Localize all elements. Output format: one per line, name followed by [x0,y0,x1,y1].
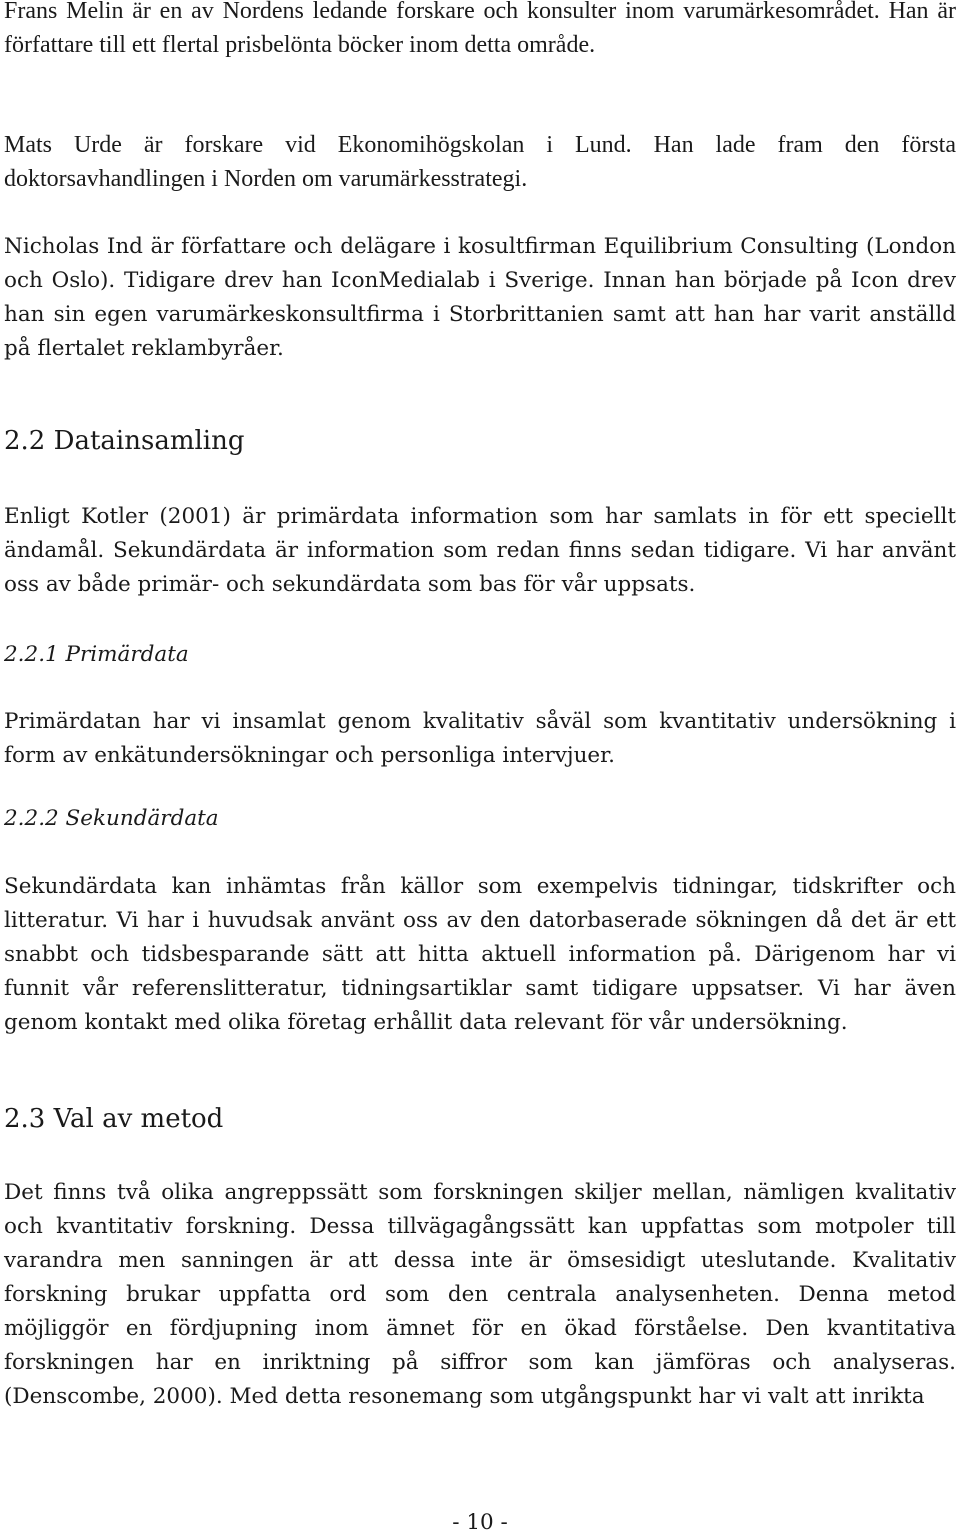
heading-2-2-datainsamling: 2.2 Datainsamling [4,426,245,456]
heading-2-3-val-av-metod: 2.3 Val av metod [4,1104,224,1134]
paragraph-primardata: Primärdatan har vi insamlat genom kvalitativ såväl som kvantitativ undersökning i form av enkätundersökningar och personliga intervjuer. [4,709,956,768]
paragraph-val-av-metod: Det finns två olika angreppssätt som forskningen skiljer mellan, nämligen kvalitativ och kvantitativ forskning. Dessa tillvägagångssätt kan uppfattas som motpoler till varandra men sanningen är att dessa inte är ömsesidigt uteslutande. Kvalitativ forskning brukar uppfatta ord som den centrala analysenheten. Denna metod möjliggör en fördjupning inom ämnet för en ökad förståelse. Den kvantitativa forskningen har en inriktning på siffror som kan jämföras och analyseras. (Denscombe, 2000). Med detta resonemang som utgångspunkt har vi valt att inrikta [4,1180,956,1409]
paragraph-frans-melin: Frans Melin är en av Nordens ledande forskare och konsulter inom varumärkesområdet. Han är författare till ett flertal prisbelönta böcker inom detta område. [4,0,956,58]
paragraph-datainsamling: Enligt Kotler (2001) är primärdata information som har samlats in för ett speciellt ändamål. Sekundärdata är information som redan finns sedan tidigare. Vi har använt oss av både primär- och sekundärdata som bas för vår uppsats. [4,504,956,597]
heading-2-2-1-primardata: 2.2.1 Primärdata [4,642,189,667]
paragraph-sekundardata: Sekundärdata kan inhämtas från källor som exempelvis tidningar, tidskrifter och litteratur. Vi har i huvudsak använt oss av den datorbaserade sökningen då det är ett snabbt och tidsbesparande sätt att hitta aktuell information på. Därigenom har vi funnit vår referenslitteratur, tidningsartiklar samt tidigare uppsatser. Vi har även genom kontakt med olika företag erhållit data relevant för vår undersökning. [4,874,956,1035]
page-number: - 10 - [452,1510,508,1535]
heading-2-2-2-sekundardata: 2.2.2 Sekundärdata [4,806,219,831]
paragraph-nicholas-ind: Nicholas Ind är författare och delägare i kosultfirman Equilibrium Consulting (London och Oslo). Tidigare drev han IconMedialab i Sverige. Innan han började på Icon drev han sin egen varumärkeskonsultfirma i Storbrittanien samt att han har varit anställd på flertalet reklambyråer. [4,234,956,361]
paragraph-mats-urde: Mats Urde är forskare vid Ekonomihögskolan i Lund. Han lade fram den första doktorsavhandlingen i Norden om varumärkesstrategi. [4,132,956,192]
